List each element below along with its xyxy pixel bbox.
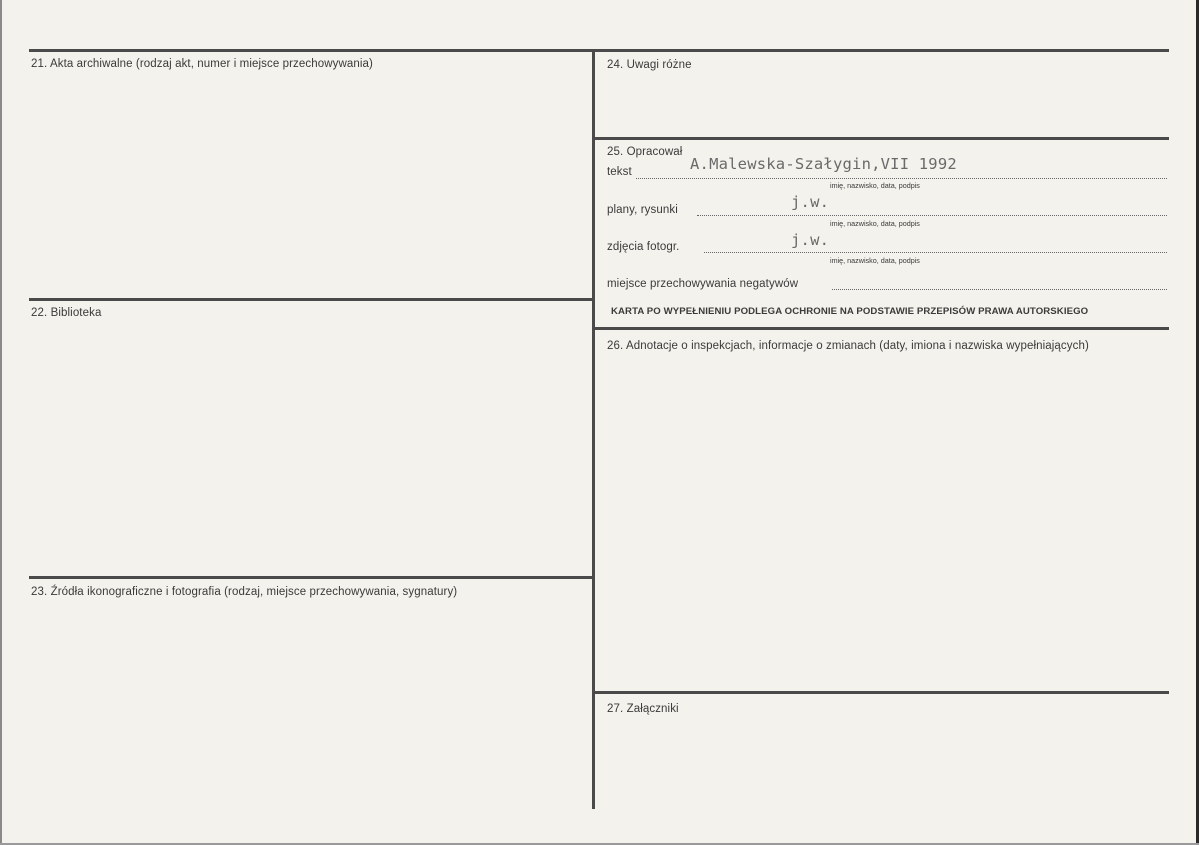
section-23-iconographic-sources: 23. Źródła ikonograficzne i fotografia (rodzaj, miejsce przechowywania, sygnatury) bbox=[31, 586, 458, 598]
rule-21-22 bbox=[29, 298, 595, 301]
tekst-label: tekst bbox=[607, 166, 632, 178]
section-26-inspection-notes: 26. Adnotacje o inspekcjach, informacje o zmianach (daty, imiona i nazwiska wypełniających) bbox=[607, 340, 1089, 352]
section-25-prepared-by: 25. Opracował bbox=[607, 146, 683, 158]
tekst-dotted-line bbox=[636, 178, 1167, 179]
section-21-archival-records: 21. Akta archiwalne (rodzaj akt, numer i miejsce przechowywania) bbox=[31, 58, 373, 70]
zdjecia-value: j.w. bbox=[791, 231, 830, 249]
section-22-library: 22. Biblioteka bbox=[31, 307, 102, 319]
plany-hint: imię, nazwisko, data, podpis bbox=[830, 219, 920, 228]
plany-value: j.w. bbox=[791, 193, 830, 211]
rule-25-26 bbox=[595, 327, 1169, 330]
copyright-notice: KARTA PO WYPEŁNIENIU PODLEGA OCHRONIE NA PODSTAWIE PRZEPISÓW PRAWA AUTORSKIEGO bbox=[611, 306, 1089, 317]
plany-dotted-line bbox=[697, 215, 1167, 216]
section-24-remarks: 24. Uwagi różne bbox=[607, 59, 692, 71]
zdjecia-label: zdjęcia fotogr. bbox=[607, 241, 680, 253]
rule-26-27 bbox=[595, 691, 1169, 694]
zdjecia-dotted-line bbox=[704, 252, 1167, 253]
negatywy-dotted-line bbox=[832, 289, 1167, 290]
card-left-edge bbox=[0, 0, 2, 845]
tekst-value: A.Malewska-Szałygin,VII 1992 bbox=[690, 155, 957, 173]
section-27-attachments: 27. Załączniki bbox=[607, 703, 679, 715]
plany-label: plany, rysunki bbox=[607, 204, 678, 216]
tekst-hint: imię, nazwisko, data, podpis bbox=[830, 181, 920, 190]
rule-24-25 bbox=[595, 137, 1169, 140]
zdjecia-hint: imię, nazwisko, data, podpis bbox=[830, 256, 920, 265]
center-divider bbox=[592, 49, 595, 809]
negatywy-label: miejsce przechowywania negatywów bbox=[607, 278, 799, 290]
rule-22-23 bbox=[29, 576, 595, 579]
top-rule bbox=[29, 49, 1169, 52]
